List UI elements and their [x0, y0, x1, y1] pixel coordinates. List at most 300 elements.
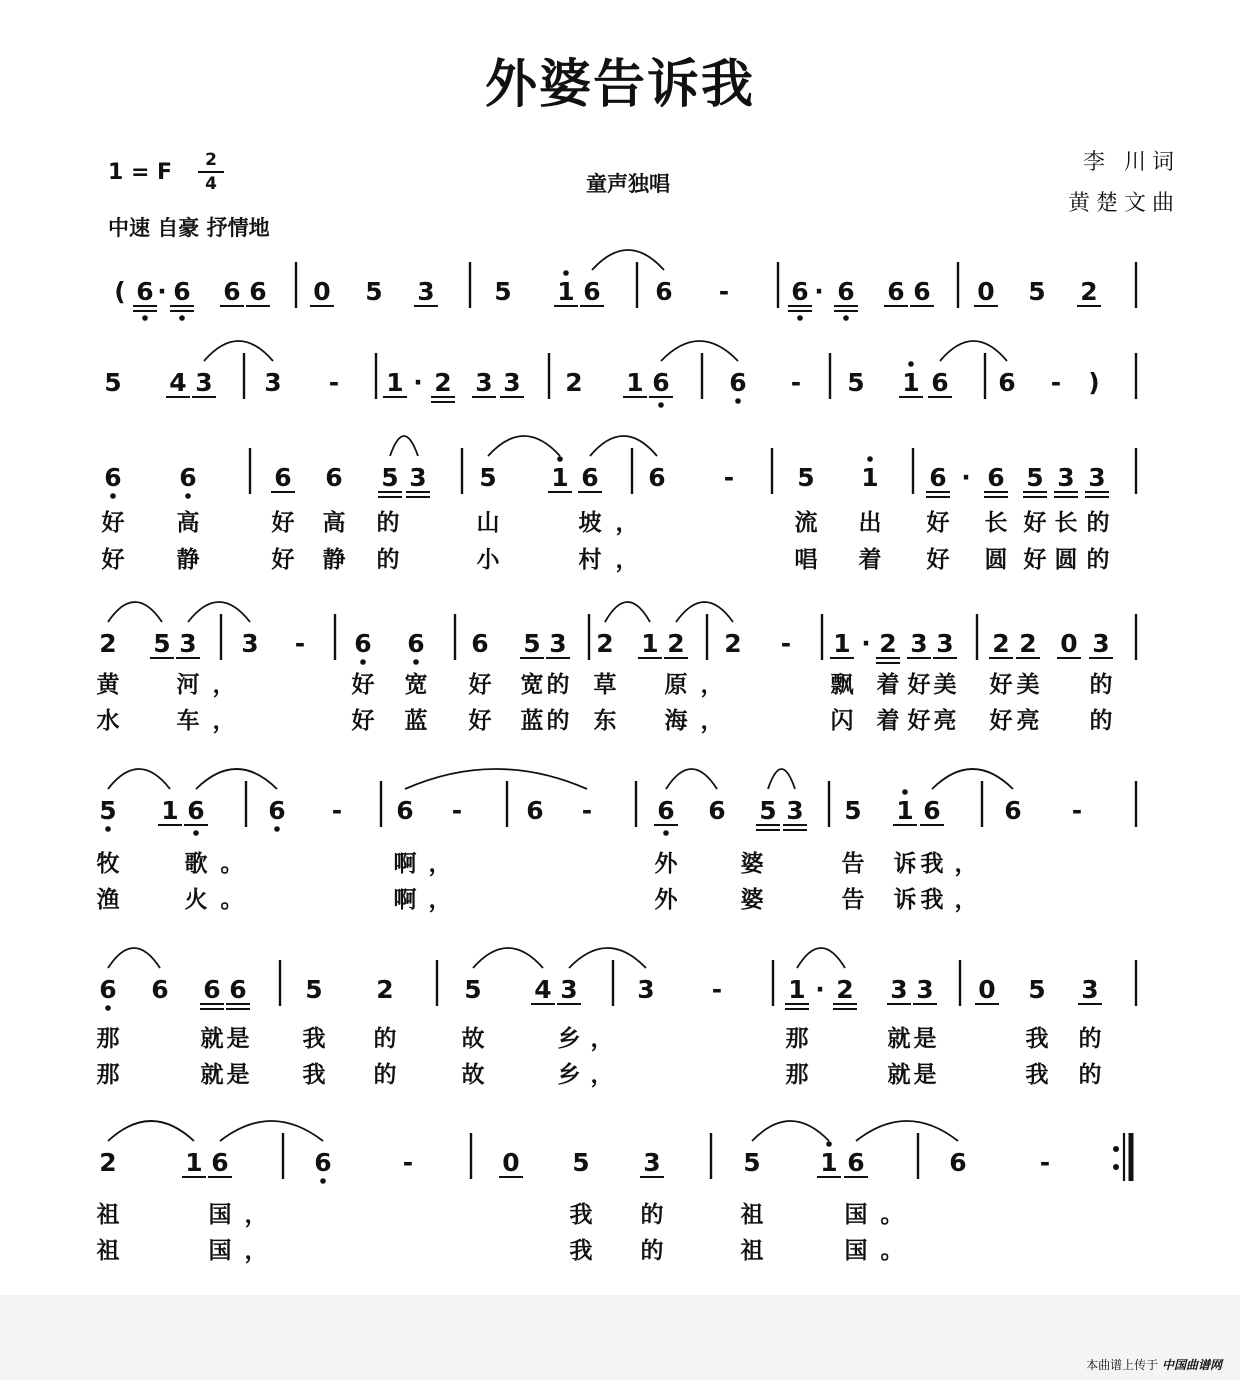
note: ( [114, 277, 126, 306]
note: 5 [844, 796, 862, 825]
note: 6 [1004, 796, 1022, 825]
dash-mark: - [718, 277, 730, 306]
time-top: 2 [205, 150, 217, 170]
lyric-char: 就 [887, 1061, 911, 1088]
note: · [815, 975, 825, 1004]
lyric-char: 好 [989, 707, 1013, 734]
high-octave-dot [826, 1141, 832, 1147]
lyric-char: 牧 [96, 850, 120, 877]
note: 3 [936, 629, 954, 658]
repeat-dot [1113, 1146, 1119, 1152]
lyric-char: 是 [226, 1061, 250, 1088]
slur [204, 341, 273, 361]
lyric-char: 国 [844, 1237, 868, 1264]
note: 2 [99, 1148, 117, 1177]
slur [108, 602, 162, 622]
lyric-char: 。 [880, 1201, 904, 1228]
note: 6 [173, 277, 191, 306]
lyric-char: 祖 [740, 1201, 764, 1228]
lyric-char: 宽 [404, 671, 428, 698]
lyric-char: 的 [373, 1025, 397, 1052]
lyric-char: 我 [302, 1061, 326, 1088]
lyric-char: 好 [989, 671, 1013, 698]
dash-mark: - [723, 463, 735, 492]
low-octave-dot [105, 1005, 111, 1011]
note: 5 [99, 796, 117, 825]
note: 3 [1088, 463, 1106, 492]
lyric-char: 好 [271, 509, 295, 536]
upload-text: 本曲谱上传于 [1086, 1358, 1159, 1372]
lyric-char: 坡 [578, 509, 602, 536]
lyric-char: 是 [226, 1025, 250, 1052]
lyric-char: 好 [101, 546, 125, 573]
note: 5 [381, 463, 399, 492]
lyric-char: 外 [654, 886, 678, 913]
note: 6 [99, 975, 117, 1004]
lyric-char: 。 [880, 1237, 904, 1264]
note: 5 [847, 368, 865, 397]
lyric-char: 东 [593, 707, 617, 734]
low-octave-dot [320, 1178, 326, 1184]
note: 6 [583, 277, 601, 306]
lyric-char: 水 [96, 707, 120, 734]
dash-mark: - [1050, 368, 1062, 397]
song-title: 外婆告诉我 [484, 55, 755, 115]
note: · [961, 463, 971, 492]
note: 6 [648, 463, 666, 492]
low-octave-dot [658, 402, 664, 408]
low-octave-dot [413, 659, 419, 665]
note: 6 [526, 796, 544, 825]
lyric-char: 美 [1016, 671, 1040, 698]
note: 6 [187, 796, 205, 825]
lyric-char: 好 [468, 707, 492, 734]
lyric-char: 诉 [893, 850, 917, 877]
lyric-char: 的 [1089, 707, 1113, 734]
slur [108, 948, 160, 968]
lyric-char: ， [700, 671, 724, 698]
note: 3 [241, 629, 259, 658]
upload-watermark [1086, 1356, 1222, 1373]
lyric-char: 好 [907, 671, 931, 698]
low-octave-dot [843, 315, 849, 321]
low-octave-dot [735, 398, 741, 404]
lyric-char: 那 [96, 1025, 120, 1052]
dash-mark: - [780, 629, 792, 658]
lyric-char: 宽 [520, 671, 544, 698]
lyric-char: 那 [785, 1025, 809, 1052]
note: 1 [833, 629, 851, 658]
slur [390, 436, 418, 456]
lyric-char: 我 [920, 886, 944, 913]
note: 0 [1060, 629, 1078, 658]
slur [797, 948, 845, 968]
lyric-char: 乡 [557, 1025, 581, 1052]
lyric-char: 是 [913, 1025, 937, 1052]
lyric-char: ， [428, 886, 452, 913]
note: 6 [652, 368, 670, 397]
slur [605, 602, 650, 622]
lyric-char: 长 [1054, 509, 1078, 536]
note: 6 [136, 277, 154, 306]
lyric-char: 婆 [740, 886, 764, 913]
lyric-char: 国 [208, 1201, 232, 1228]
slur [405, 769, 587, 789]
note: 1 [557, 277, 575, 306]
lyric-char: 唱 [794, 546, 818, 573]
note: 3 [417, 277, 435, 306]
note: 5 [523, 629, 541, 658]
lyric-char: 小 [476, 546, 500, 573]
low-octave-dot [179, 315, 185, 321]
note: 6 [223, 277, 241, 306]
high-octave-dot [902, 789, 908, 795]
note: 6 [887, 277, 905, 306]
lyric-char: 着 [858, 546, 882, 573]
note: 6 [655, 277, 673, 306]
lyric-char: 国 [208, 1237, 232, 1264]
lyric-char: 流 [794, 509, 818, 536]
slur [592, 250, 664, 270]
note: 5 [743, 1148, 761, 1177]
lyric-char: 火 [184, 886, 208, 913]
lyric-char: 河 [176, 671, 200, 698]
lyric-char: 着 [876, 707, 900, 734]
note: 1 [551, 463, 569, 492]
tempo-marking: 中速 自豪 抒情地 [108, 216, 270, 240]
lyric-char: 婆 [740, 850, 764, 877]
lyric-char: ， [212, 707, 236, 734]
note: 6 [471, 629, 489, 658]
lyric-char: 我 [1025, 1061, 1049, 1088]
note: · [157, 277, 167, 306]
note: 6 [987, 463, 1005, 492]
note: 3 [890, 975, 908, 1004]
note: 1 [641, 629, 659, 658]
lyric-char: 圆 [1054, 546, 1078, 573]
lyric-char: 黄 [96, 671, 120, 698]
dash-mark: - [790, 368, 802, 397]
note: 6 [268, 796, 286, 825]
note: ) [1088, 368, 1100, 397]
lyric-char: 。 [220, 850, 244, 877]
note: 1 [386, 368, 404, 397]
slur [188, 602, 250, 622]
lyric-char: 就 [887, 1025, 911, 1052]
lyric-char: 闪 [830, 707, 854, 734]
lyric-char: 亮 [1016, 707, 1040, 734]
note: 6 [325, 463, 343, 492]
note: 6 [104, 463, 122, 492]
note: 1 [902, 368, 920, 397]
dash-mark: - [331, 796, 343, 825]
note: 4 [534, 975, 552, 1004]
performance-note: 童声独唱 [586, 172, 670, 196]
lyric-char: 故 [461, 1025, 485, 1052]
lyric-char: 原 [664, 671, 688, 698]
lyric-char: 好 [351, 707, 375, 734]
note: 6 [274, 463, 292, 492]
note: 3 [264, 368, 282, 397]
lyric-char: 海 [664, 707, 688, 734]
lyric-char: 着 [876, 671, 900, 698]
key-signature: 1 = F [108, 160, 173, 185]
note: 3 [475, 368, 493, 397]
note: 6 [249, 277, 267, 306]
lyric-char: 的 [1089, 671, 1113, 698]
low-octave-dot [663, 830, 669, 836]
lyric-char: 告 [841, 850, 865, 877]
note: 3 [549, 629, 567, 658]
lyric-char: 我 [1025, 1025, 1049, 1052]
slur [940, 341, 1007, 361]
lyric-char: 静 [322, 546, 346, 573]
lyric-char: 高 [176, 509, 200, 536]
lyric-char: 就 [200, 1061, 224, 1088]
lyric-char: 那 [96, 1061, 120, 1088]
dash-mark: - [1071, 796, 1083, 825]
lyric-char: ， [590, 1025, 614, 1052]
lyric-char: ， [954, 850, 978, 877]
note: 2 [724, 629, 742, 658]
lyric-char: 。 [220, 886, 244, 913]
note: 6 [729, 368, 747, 397]
lyric-char: 好 [907, 707, 931, 734]
note: 3 [503, 368, 521, 397]
lyric-char: 亮 [933, 707, 957, 734]
note: 6 [847, 1148, 865, 1177]
note: 0 [313, 277, 331, 306]
lyric-char: 就 [200, 1025, 224, 1052]
dash-mark: - [711, 975, 723, 1004]
dash-mark: - [328, 368, 340, 397]
footer-bar [0, 1295, 1240, 1380]
note: 6 [931, 368, 949, 397]
lyric-char: 祖 [96, 1237, 120, 1264]
note: 1 [896, 796, 914, 825]
lyric-char: 美 [933, 671, 957, 698]
note: 5 [365, 277, 383, 306]
note: 3 [1081, 975, 1099, 1004]
lyric-char: 渔 [96, 886, 120, 913]
note: 6 [913, 277, 931, 306]
slur [932, 769, 1013, 789]
slur [220, 1121, 323, 1141]
lyric-char: 好 [351, 671, 375, 698]
note: 5 [1026, 463, 1044, 492]
lyric-char: 那 [785, 1061, 809, 1088]
time-bottom: 4 [205, 174, 217, 194]
lyric-char: 的 [1078, 1061, 1102, 1088]
lyric-char: 好 [271, 546, 295, 573]
lyric-char: 乡 [557, 1061, 581, 1088]
note: · [814, 277, 824, 306]
note: 6 [407, 629, 425, 658]
lyric-char: 出 [858, 509, 882, 536]
note: 3 [195, 368, 213, 397]
lyric-char: 的 [546, 671, 570, 698]
lyric-char: ， [700, 707, 724, 734]
note: 0 [502, 1148, 520, 1177]
note: 6 [998, 368, 1016, 397]
note: 3 [1092, 629, 1110, 658]
lyric-char: 的 [640, 1237, 664, 1264]
lyric-char: 好 [1023, 546, 1047, 573]
lyric-char: 好 [468, 671, 492, 698]
note: 6 [923, 796, 941, 825]
note: 3 [916, 975, 934, 1004]
slur [108, 769, 170, 789]
note: 5 [797, 463, 815, 492]
lyric-char: 好 [101, 509, 125, 536]
lyric-char: 圆 [984, 546, 1008, 573]
slur [666, 769, 717, 789]
note: 6 [354, 629, 372, 658]
lyric-char: 是 [913, 1061, 937, 1088]
note: 2 [596, 629, 614, 658]
note: 2 [992, 629, 1010, 658]
dash-mark: - [1039, 1148, 1051, 1177]
lyric-char: 车 [176, 707, 200, 734]
lyric-char: ， [212, 671, 236, 698]
note: 3 [910, 629, 928, 658]
note: 5 [464, 975, 482, 1004]
note: 2 [836, 975, 854, 1004]
low-octave-dot [185, 493, 191, 499]
note: 5 [153, 629, 171, 658]
slur [488, 436, 560, 456]
lyric-char: 诉 [893, 886, 917, 913]
note: 6 [179, 463, 197, 492]
lyric-char: 静 [176, 546, 200, 573]
high-octave-dot [563, 270, 569, 276]
lyric-char: 高 [322, 509, 346, 536]
high-octave-dot [867, 456, 873, 462]
note: 6 [929, 463, 947, 492]
note: 2 [1080, 277, 1098, 306]
slur [752, 1121, 829, 1141]
high-octave-dot [557, 456, 563, 462]
slur [768, 769, 795, 789]
lyric-char: 村 [578, 546, 602, 573]
note: 1 [861, 463, 879, 492]
lyric-char: 好 [926, 546, 950, 573]
lyric-char: 啊 [393, 886, 417, 913]
note: 0 [978, 975, 996, 1004]
lyric-char: 的 [640, 1201, 664, 1228]
lyric-char: 的 [546, 707, 570, 734]
note: 6 [581, 463, 599, 492]
lyric-char: 好 [1023, 509, 1047, 536]
note: 2 [667, 629, 685, 658]
site-name: 中国曲谱网 [1161, 1358, 1222, 1372]
lyric-char: ， [615, 546, 639, 573]
lyric-char: 山 [476, 509, 500, 536]
note: 6 [657, 796, 675, 825]
slur [196, 769, 277, 789]
note: 6 [314, 1148, 332, 1177]
note: 3 [786, 796, 804, 825]
note: 6 [211, 1148, 229, 1177]
slur [569, 948, 646, 968]
low-octave-dot [105, 826, 111, 832]
lyric-char: 我 [569, 1201, 593, 1228]
lyric-char: 告 [841, 886, 865, 913]
lyric-char: ， [954, 886, 978, 913]
note: 6 [708, 796, 726, 825]
lyric-char: 的 [373, 1061, 397, 1088]
lyric-char: 国 [844, 1201, 868, 1228]
slur [473, 948, 543, 968]
slur [108, 1121, 194, 1141]
lyric-char: 歌 [184, 850, 208, 877]
note: 6 [837, 277, 855, 306]
lyric-char: 长 [984, 509, 1008, 536]
slur [590, 436, 657, 456]
note: 1 [161, 796, 179, 825]
lyric-char: 蓝 [520, 707, 544, 734]
slur [661, 341, 738, 361]
note: 0 [977, 277, 995, 306]
dash-mark: - [451, 796, 463, 825]
lyric-char: 好 [926, 509, 950, 536]
note: 3 [1057, 463, 1075, 492]
repeat-dot [1113, 1164, 1119, 1170]
note: 6 [229, 975, 247, 1004]
note: 3 [643, 1148, 661, 1177]
lyric-char: 草 [593, 671, 617, 698]
note: 5 [572, 1148, 590, 1177]
lyric-char: ， [244, 1201, 268, 1228]
low-octave-dot [274, 826, 280, 832]
lyric-char: 飘 [830, 671, 854, 698]
note: 2 [99, 629, 117, 658]
lyric-char: 啊 [393, 850, 417, 877]
note: 1 [185, 1148, 203, 1177]
low-octave-dot [797, 315, 803, 321]
note: 6 [791, 277, 809, 306]
lyric-char: 祖 [740, 1237, 764, 1264]
low-octave-dot [360, 659, 366, 665]
note: 1 [626, 368, 644, 397]
lyric-char: ， [590, 1061, 614, 1088]
note: 5 [479, 463, 497, 492]
note: 5 [1028, 277, 1046, 306]
note: 1 [788, 975, 806, 1004]
note: 3 [179, 629, 197, 658]
slur [676, 602, 733, 622]
note: 5 [1028, 975, 1046, 1004]
dash-mark: - [402, 1148, 414, 1177]
note: · [861, 629, 871, 658]
note: · [413, 368, 423, 397]
composer-credit: 黄楚文曲 [1067, 191, 1180, 216]
lyric-char: 的 [1086, 509, 1110, 536]
lyric-char: 的 [376, 546, 400, 573]
low-octave-dot [193, 830, 199, 836]
high-octave-dot [908, 361, 914, 367]
lyric-char: 故 [461, 1061, 485, 1088]
note: 3 [560, 975, 578, 1004]
low-octave-dot [110, 493, 116, 499]
note: 6 [949, 1148, 967, 1177]
note: 2 [1019, 629, 1037, 658]
note: 3 [637, 975, 655, 1004]
lyric-char: 祖 [96, 1201, 120, 1228]
lyric-char: 外 [654, 850, 678, 877]
lyric-char: ， [615, 509, 639, 536]
note: 2 [376, 975, 394, 1004]
